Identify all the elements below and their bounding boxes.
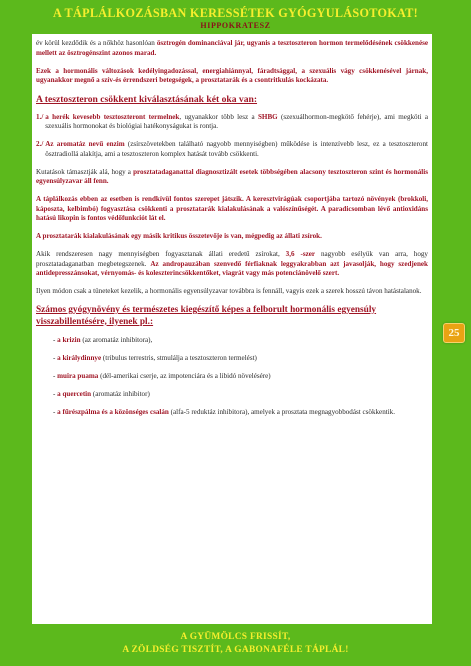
reason-1-text: , ugyanakkor több lesz a	[179, 112, 258, 121]
reason-1-text-end: (szexuálhormon-megkötő fehérje), ami megköti a szexuális hormonokat és biológiai hatékonyságukat is rontja.	[45, 112, 429, 130]
reason-2-text: (zsírszövetekben található nagyobb mennyiségben) működése is intenzívebb lesz, ez a tesztoszteront ösztradiollá alakítja, ami a tesztoszteron komplex hatását tovább csökkenti.	[45, 140, 428, 158]
herb-item: - a királydinnye (tribulus terrestris, stmulálja a tesztoszteron termelést)	[53, 354, 257, 362]
header-subtitle: HIPPOKRATESZ	[200, 21, 271, 30]
herb-name: muira puama	[57, 372, 99, 380]
herb-item: - a krizin (az aromatáz inhibitora),	[53, 336, 153, 344]
herb-description: (alfa-5 reduktáz inhibitora), amelyek a prosztata megnagyobbodást csökkentik.	[168, 408, 396, 416]
paragraph-6-highlight: Az andropauzában szenvedő férfiaknak leggyakrabban azt javasolják, hogy szedjenek antidepresszánsokat, vérnyomás- és koleszterincsökkentőket, viagrát vagy más potenciánövelő szert.	[36, 259, 428, 277]
paragraph-6	[36, 250, 428, 279]
paragraph-7: Ilyen módon csak a tüneteket kezelik, a hormonális egyensúlyzavar továbbra is fennáll, vagyis ezek a szerek hosszú távon hatástalanok.	[36, 287, 422, 295]
footer-line-2: A ZÖLDSÉG TISZTÍT, A GABONAFÉLE TÁPLÁL!	[122, 645, 349, 655]
paragraph-3-text: Kutatások támasztják alá, hogy a	[36, 167, 134, 176]
herb-name: a krizin	[57, 336, 81, 344]
herb-name: a quercetin	[57, 390, 92, 398]
herb-description: (az aromatáz inhibitora),	[80, 336, 153, 344]
reason-1-shbg: SHBG	[257, 112, 278, 121]
reason-2-highlight: Az aromatáz nevű enzim	[45, 140, 125, 148]
herb-name: a fűrészpálma és a közönséges csalán	[57, 408, 169, 416]
reason-1-body	[45, 113, 428, 132]
page-number-badge: 25	[443, 323, 465, 343]
paragraph-6-text-mid: nagyobb esélyük van arra, hogy prosztatadaganatban megbetegszenek.	[36, 250, 428, 268]
reason-2-number: 2./	[36, 140, 44, 148]
header-title: A TÁPLÁLKOZÁSBAN KERESSÉTEK GYÓGYULÁSOTOKAT!	[52, 6, 419, 20]
paragraph-4: A táplálkozás ebben az esetben is rendkívül fontos szerepet játszik. A keresztvirágúak csoportjába tartozó növények (brokkoli, káposzta, kelbimbó) fogyasztása csökkenti a prosztatarák kialakulásának a valószínűségét. A paradicsomban lévő antioxidáns hatású likopin is fontos védőfunkciót lát el.	[36, 195, 428, 222]
paragraph-2: Ezek a hormonális változások kedélyingadozással, energiahiánnyal, fáradtsággal, a szexuális vágy csökkenésével járnak, ugyanakkor megnő a szív-és érrendszeri betegségek, a prosztatarák és a csontritkulás kockázata.	[36, 66, 428, 84]
paragraph-5: A prosztatarák kialakulásának egy másik kritikus összetevője is van, mégpedig az állati zsírok.	[36, 232, 322, 240]
herb-name: a királydinnye	[57, 354, 102, 362]
paragraph-3-highlight: prosztatadaganattal diagnosztizált esetek többségében alacsony tesztoszteron szint és hormonális egyensúlyzavar áll fenn.	[36, 167, 428, 185]
paragraph-6-text: Akik rendszeresen nagy mennyiségben fogyasztanak állati eredetű zsírokat,	[36, 250, 286, 258]
reason-2-body	[45, 140, 428, 159]
herb-item: - muira puama (dél-amerikai cserje, az impotenciára és a libidó növelésére)	[53, 372, 271, 380]
paragraph-1-text: év körül kezdődik és a nőkhöz hasonlóan	[36, 39, 157, 47]
herb-description: (tribulus terrestris, stmulálja a tesztoszteron termelést)	[101, 354, 257, 362]
reason-1	[36, 113, 428, 132]
page-content	[32, 34, 432, 624]
paragraph-1	[36, 39, 428, 58]
heading-herbs: Számos gyógynövény és természetes kiegészítő képes a felborult hormonális egyensúly visszabillentésére, ilyenek pl.:	[36, 305, 377, 327]
heading-two-reasons: A tesztoszteron csökkent kiválasztásának két oka van:	[36, 94, 258, 105]
herb-description: (aromatáz inhibitor)	[91, 390, 150, 398]
reason-1-highlight: a herék kevesebb tesztoszteront termelnek	[45, 112, 180, 121]
herb-list	[36, 336, 428, 418]
footer-line-1: A GYÜMÖLCS FRISSÍT,	[180, 632, 291, 642]
herb-item: - a fűrészpálma és a közönséges csalán (alfa-5 reduktáz inhibitora), amelyek a prosztata megnagyobbodást csökkentik.	[53, 408, 396, 416]
paragraph-6-ratio: 3,6 -szer	[285, 250, 316, 258]
paragraph-1-highlight: ösztrogén dominanciával jár, ugyanis a tesztoszteron hormon termelődésének csökkenése mellett az ösztrogénszint azonos marad.	[36, 39, 428, 57]
reason-1-number: 1./	[36, 112, 44, 121]
herb-description: (dél-amerikai cserje, az impotenciára és a libidó növelésére)	[98, 372, 271, 380]
paragraph-3	[36, 168, 428, 187]
reason-2	[36, 140, 428, 159]
herb-item: - a quercetin (aromatáz inhibitor)	[53, 390, 150, 398]
